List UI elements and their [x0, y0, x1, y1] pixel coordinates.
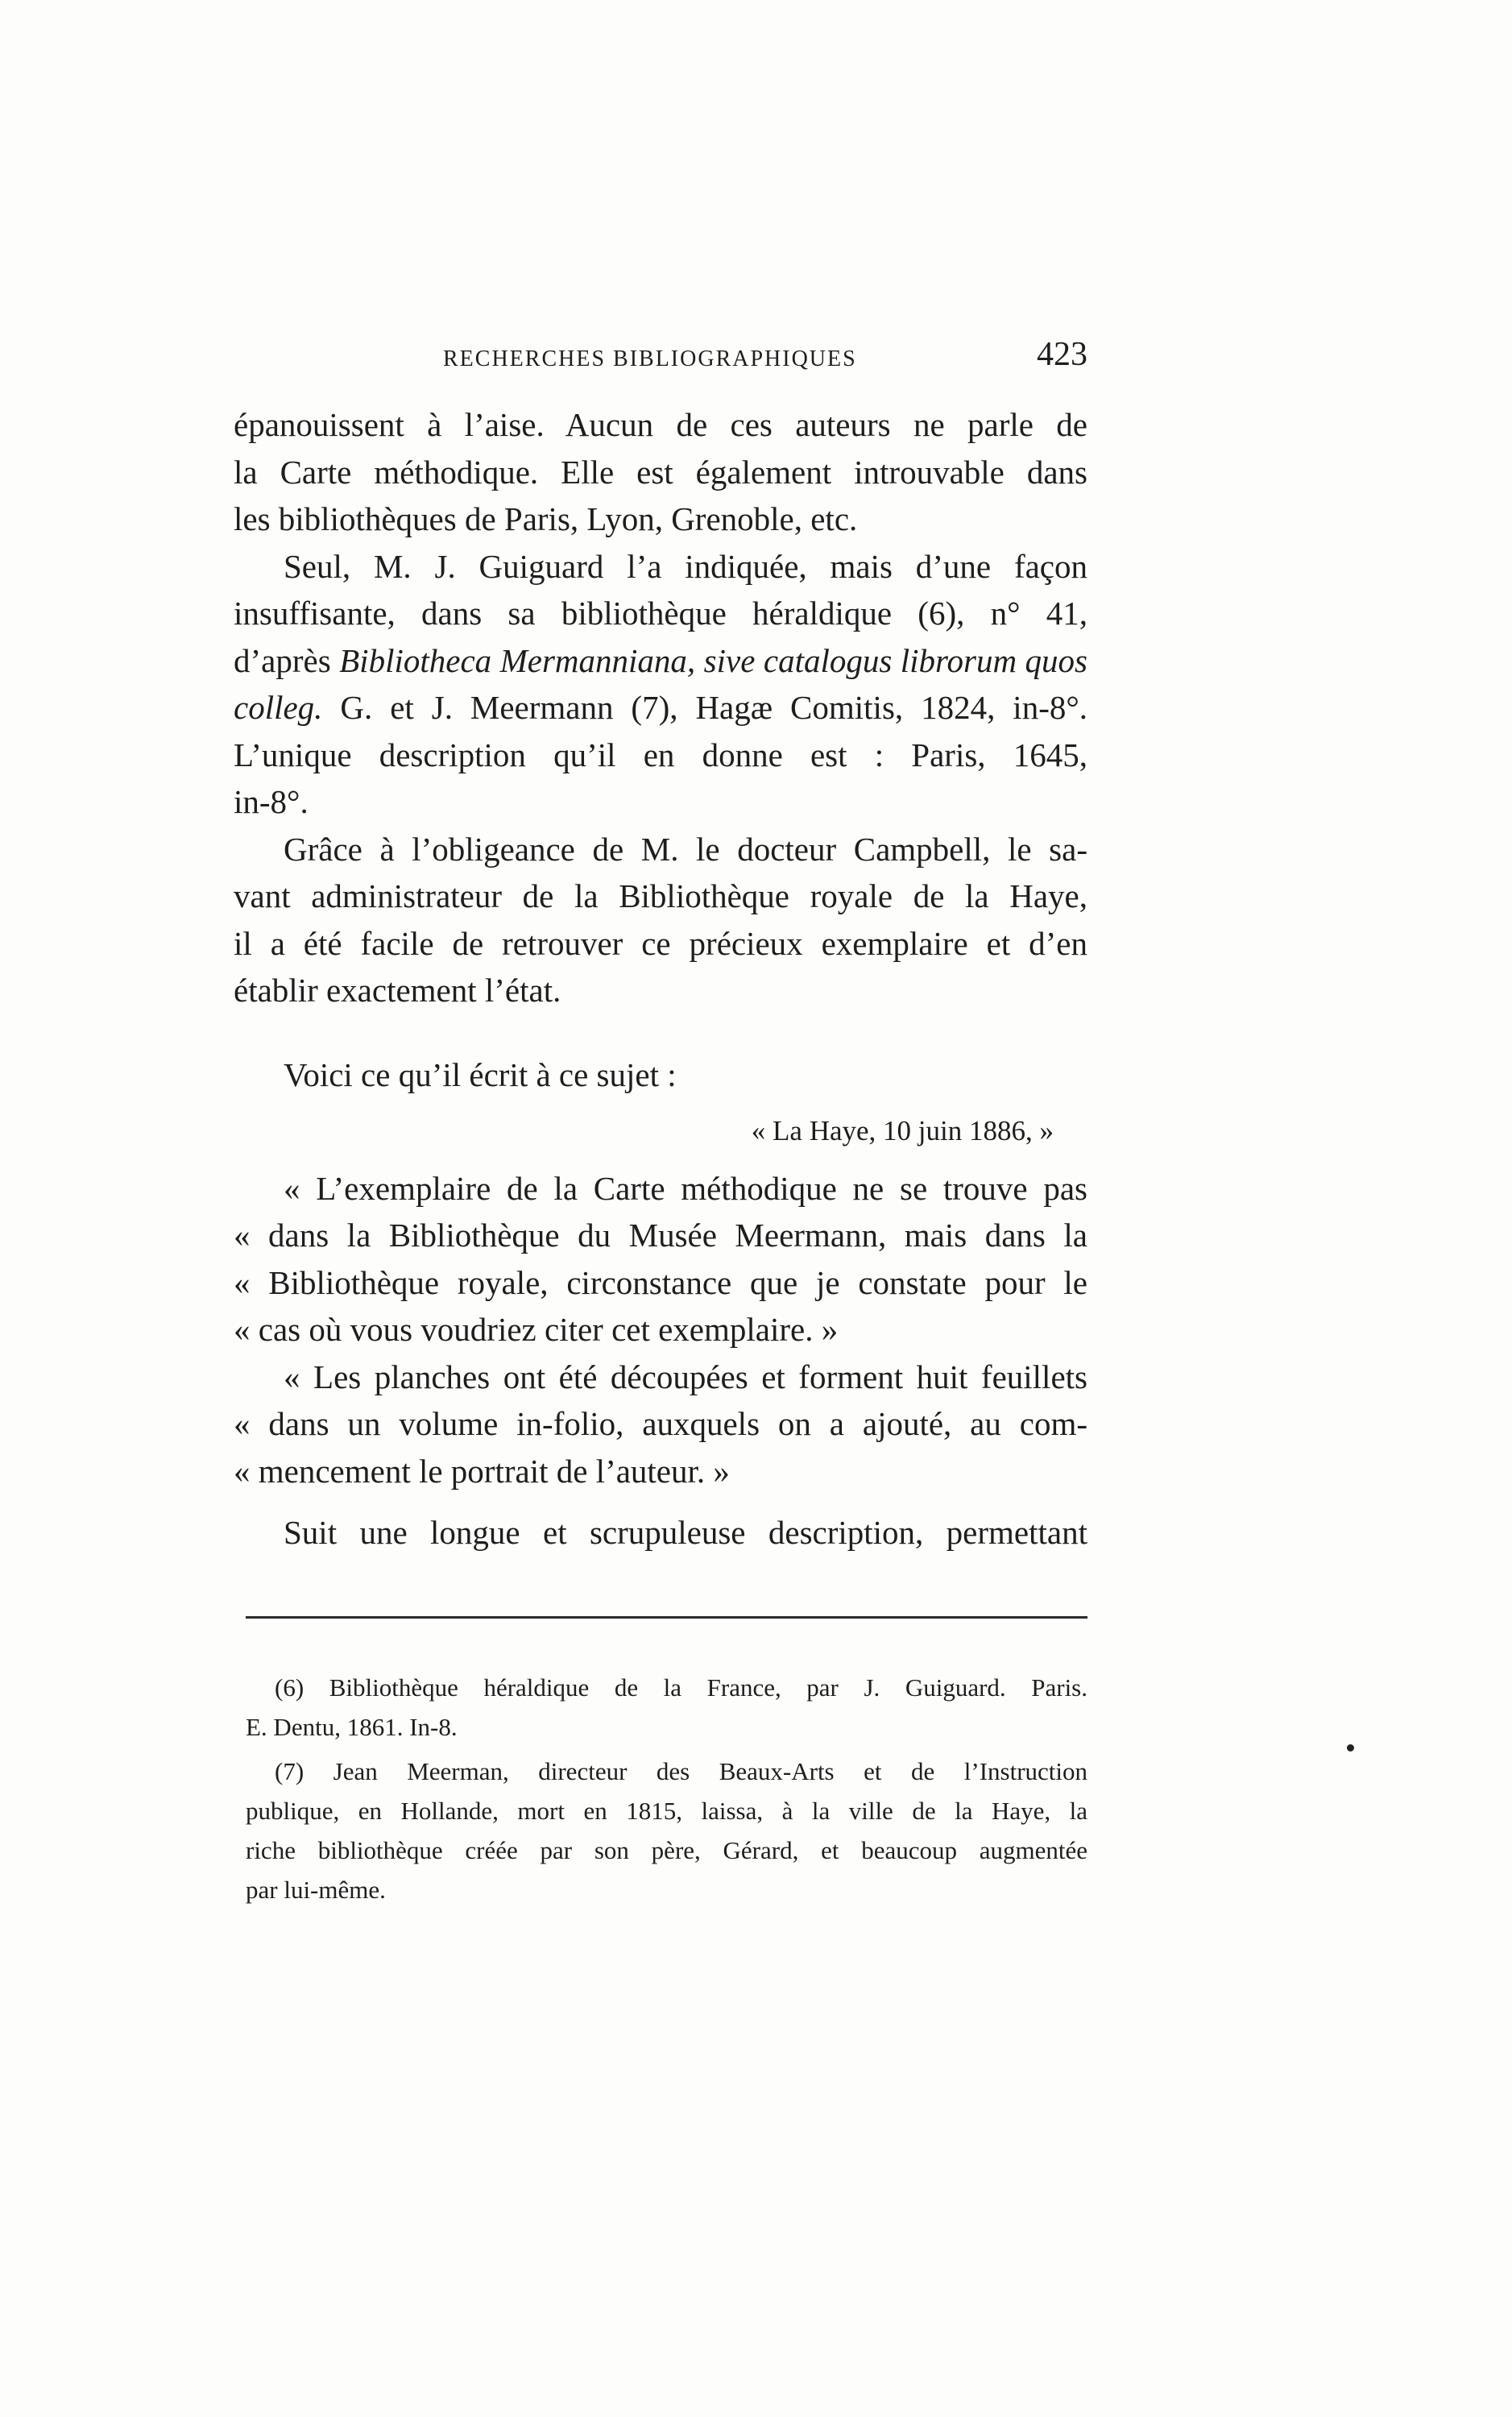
footnote-6 [246, 1668, 1087, 1747]
text-line: L’unique description qu’il en donne est : Paris, 1645, [234, 736, 1087, 773]
quotation-1 [234, 1165, 1087, 1354]
italic-title: colleg. [234, 689, 323, 726]
quote-line: « dans un volume in-folio, auxquels on a ajouté, au com- [234, 1405, 1087, 1442]
quotation-2 [234, 1354, 1087, 1495]
paragraph-5: Suit une longue et scrupuleuse description, permettant [284, 1514, 1087, 1551]
text-line: épanouissent à l’aise. Aucun de ces auteurs ne parle de [234, 406, 1087, 443]
ink-speck [1347, 1744, 1354, 1752]
running-head [234, 335, 1087, 383]
text-line [234, 637, 1087, 685]
text-fragment: G. et J. Meermann (7), Hagæ Comitis, 1824, in-8°. [322, 689, 1087, 726]
text-line: vant administrateur de la Bibliothèque royale de la Haye, [234, 877, 1087, 914]
text-line: in-8°. [234, 783, 309, 820]
paragraph-4: Voici ce qu’il écrit à ce sujet : [284, 1055, 677, 1093]
quote-line: « mencement le portrait de l’auteur. » [234, 1452, 730, 1490]
paragraph-2 [234, 543, 1087, 826]
footnote-rule [246, 1616, 1087, 1619]
quote-line: « Bibliothèque royale, circonstance que je constate pour le [234, 1263, 1087, 1301]
text-line: insuffisante, dans sa bibliothèque héraldique (6), n° 41, [234, 595, 1087, 632]
footnotes [246, 1668, 1087, 1909]
footnote-line: (7) Jean Meerman, directeur des Beaux-Arts et de l’Instruction [275, 1757, 1087, 1785]
italic-title: Bibliotheca Mermanniana, sive catalogus librorum quos [339, 641, 1087, 679]
quote-line: « cas où vous voudriez citer cet exemplaire. » [234, 1311, 839, 1348]
quote-line: « L’exemplaire de la Carte méthodique ne se trouve pas [284, 1169, 1087, 1207]
letter-date: « La Haye, 10 juin 1886, » [751, 1115, 1054, 1146]
paragraph-1 [234, 401, 1087, 543]
text-line: établir exactement l’état. [234, 972, 561, 1009]
text-line: les bibliothèques de Paris, Lyon, Grenoble, etc. [234, 500, 858, 537]
text-line: Grâce à l’obligeance de M. le docteur Campbell, le sa- [284, 830, 1087, 868]
text-line: Seul, M. J. Guiguard l’a indiquée, mais d’une façon [284, 547, 1087, 585]
footnote-7 [246, 1752, 1087, 1909]
text-fragment: d’après [234, 641, 340, 679]
page-number: 423 [1037, 336, 1087, 373]
text-line: la Carte méthodique. Elle est également introuvable dans [234, 453, 1087, 491]
footnote-line: (6) Bibliothèque héraldique de la France, par J. Guiguard. Paris. [275, 1673, 1087, 1702]
footnote-line: publique, en Hollande, mort en 1815, laissa, à la ville de la Haye, la [246, 1797, 1087, 1825]
body-text [234, 401, 1087, 1557]
text-line: il a été facile de retrouver ce précieux exemplaire et d’en [234, 924, 1087, 962]
paragraph-3 [234, 826, 1087, 1014]
quote-line: « Les planches ont été découpées et forment huit feuillets [284, 1358, 1087, 1395]
text-line [234, 684, 1087, 732]
quote-line: « dans la Bibliothèque du Musée Meermann, mais dans la [234, 1217, 1087, 1254]
footnote-line: riche bibliothèque créée par son père, Gérard, et beaucoup augmentée [246, 1836, 1087, 1864]
footnote-line: par lui-même. [246, 1876, 386, 1904]
running-title: RECHERCHES BIBLIOGRAPHIQUES [443, 346, 857, 371]
footnote-line: E. Dentu, 1861. In-8. [246, 1713, 458, 1741]
